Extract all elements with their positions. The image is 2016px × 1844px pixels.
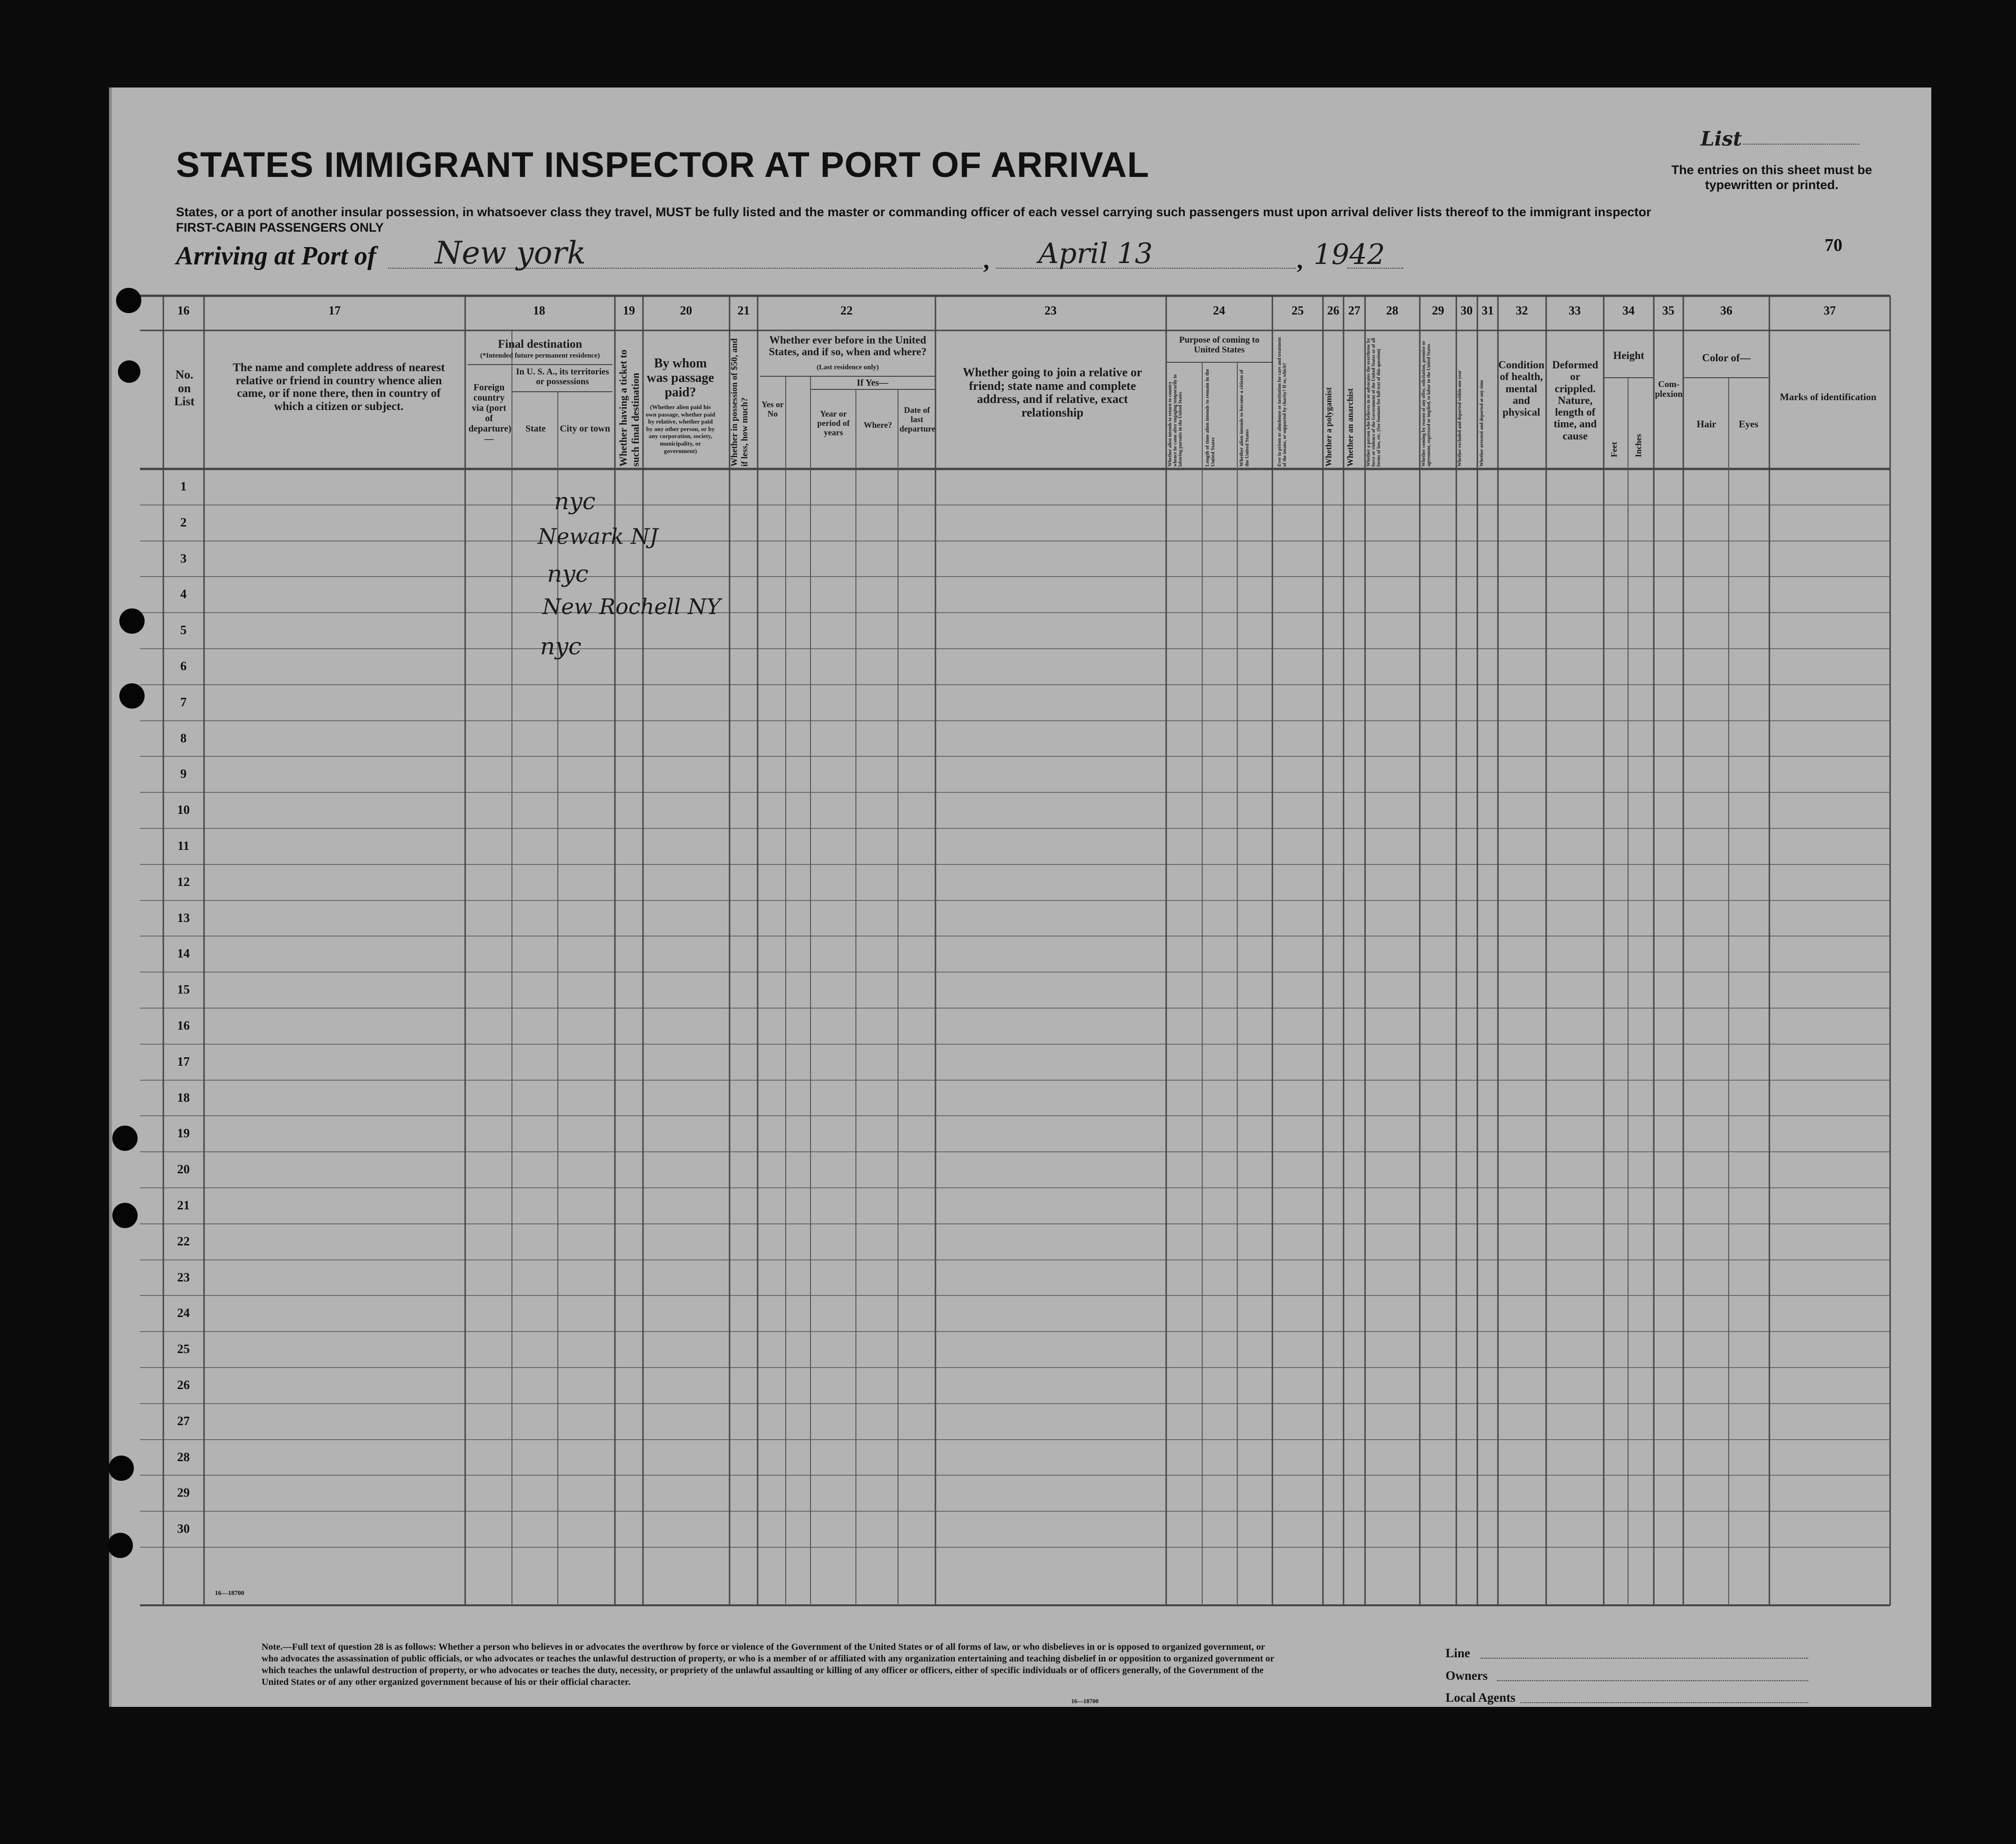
column-number: 26 [1327,304,1339,317]
header-marks: Marks of identification [1780,391,1877,402]
owners-label: Owners [1446,1668,1488,1683]
row-number: 19 [177,1126,190,1140]
column-number: 31 [1482,304,1494,317]
header-nearest-relative: The name and complete address of nearest relative or friend in country whence alien came, or if none there, then in country of which a citizen or subject. [233,361,445,413]
header-in-usa: In U. S. A., its territories or possessions [516,367,609,387]
column-number: 23 [1045,304,1057,317]
row-number: 4 [180,587,187,601]
header-deformed: Deformed or crippled. Nature, length of time, and cause [1552,359,1599,442]
header-overthrow: Whether a person who believes in or advocates the overthrow by force or violence of the Government of the United States or of all forms of law, etc. (See footnote for full text of this question) [1366,338,1381,467]
row-number: 27 [177,1414,190,1428]
row-number: 10 [177,803,190,817]
row-number: 12 [177,875,190,889]
column-number: 18 [533,304,545,317]
header-final-destination-sub: (*Intended future permanent residence) [480,352,600,359]
column-number: 21 [738,304,750,317]
list-label: List [1701,127,1742,150]
row-number: 22 [177,1234,190,1248]
form-number-right: 16—18700 [1071,1698,1099,1705]
agents-label: Local Agents [1446,1690,1516,1705]
header-color-of: Color of— [1702,352,1751,364]
line-signature-line [1481,1658,1808,1659]
owners-signature-line [1497,1680,1808,1681]
page-title: STATES IMMIGRANT INSPECTOR AT PORT OF ARRIVAL [176,145,1150,185]
header-fifty-dollars: Whether in possession of $50, and if less, how much? [730,338,750,467]
column-number: 29 [1432,304,1444,317]
header-polygamist: Whether a polygamist [1324,387,1333,467]
header-final-destination: Final destination [498,338,582,351]
row-number: 2 [180,515,187,529]
arriving-label: Arriving at Port of [176,241,376,271]
subtitle: States, or a port of another insular possession, in whatsoever class they travel, MUST be fully listed and the master or commanding officer of each vessel carrying such passengers must upon arrival deliver lists thereof to the immigrant inspector [176,205,1651,219]
city-entry-4: New Rochell NY [542,594,721,619]
column-number: 20 [680,304,692,317]
header-feet: Feet [1609,442,1619,457]
row-number: 7 [180,695,187,709]
header-yes-no: Yes or No [761,400,784,418]
form-number-left: 16—18700 [215,1590,244,1597]
header-city: City or town [560,424,610,434]
row-number: 5 [180,623,187,637]
footnote: Note.—Full text of question 28 is as follows: Whether a person who believes in or advocates the overthrow by force or violence of the Government of the United States or of all forms of law, or who disbelieves in or is opposed to organized government, or who advocates the assassination of public officials, or who advocates or teaches the unlawful destruction of property, or who is a member of or affiliated with any organization entertaining and teaching disbelief in or opposition to organized government or which teaches the unlawful destruction of property, or who advocates or teaches the duty, necessity, or propriety of the unlawful assaulting or killing of any officer or officers, either of specific individuals or of officers generally, of the Government of the United States or of any other organized government because of his or their official character. [262,1642,1274,1687]
column-number: 22 [840,304,853,317]
header-purpose-a: Whether alien intends to return to country whence he came after engaging temporarily in laboring pursuits in the United States [1168,374,1183,467]
binding-hole [116,288,141,313]
line-label: Line [1446,1646,1470,1660]
header-health: Condition of health, mental and physical [1498,359,1545,418]
row-number: 8 [180,731,187,745]
agents-signature-line [1520,1702,1808,1703]
header-ever-before: Whether ever before in the United States, and if so, when and where? [769,334,927,358]
row-number: 17 [177,1054,190,1068]
first-cabin-label: FIRST-CABIN PASSENGERS ONLY [176,220,384,234]
column-number: 35 [1662,304,1674,317]
header-where: Where? [863,420,892,430]
row-number: 30 [177,1522,190,1536]
row-number: 9 [180,767,187,781]
date-value: April 13 [1038,237,1153,270]
column-number: 25 [1292,304,1304,317]
header-eyes: Eyes [1738,418,1759,430]
row-number: 6 [180,659,187,673]
column-number: 19 [623,304,635,317]
comma: , [983,247,989,274]
header-last-residence: (Last residence only) [816,364,879,371]
header-complexion: Com-plexion [1655,380,1683,399]
row-number: 23 [177,1270,190,1284]
row-number: 20 [177,1162,190,1176]
column-number: 37 [1824,304,1836,317]
manifest-sheet [109,88,1931,1707]
column-number: 36 [1720,304,1732,317]
column-number: 16 [177,304,190,317]
comma: , [1297,247,1303,274]
column-number: 32 [1516,304,1528,317]
header-height: Height [1613,350,1644,361]
binding-hole [118,360,140,383]
header-labor-offer: Whether coming by reason of any offer, solicitation, promise or agreement, expressed or implied, to labor in the United States [1421,341,1432,467]
row-number: 28 [177,1450,190,1464]
binding-hole [119,608,145,634]
binding-hole [112,1126,138,1151]
header-no-on-list: No. on List [174,368,195,409]
column-number: 28 [1386,304,1398,317]
column-number: 34 [1622,304,1635,317]
row-number: 24 [177,1306,190,1320]
row-number: 3 [180,551,187,565]
city-entry-2: Newark NJ [538,524,658,549]
header-purpose-b: Length of time alien intends to remain in the United States [1205,369,1216,467]
row-number: 13 [177,911,190,925]
city-entry-1: nyc [554,488,596,515]
header-inches: Inches [1634,433,1643,457]
year-value: 1942 [1314,238,1385,271]
port-value: New york [435,235,586,271]
header-ticket: Whether having a ticket to such final destination [617,349,641,467]
header-prison: Ever in prison or almshouse or institution for care and treatment of the insane, or supported by charity? If so, which? [1277,337,1287,467]
row-number: 26 [177,1378,190,1392]
row-number: 14 [177,946,190,960]
row-number: 25 [177,1342,190,1356]
row-number: 29 [177,1485,190,1500]
row-number: 16 [177,1018,190,1032]
binding-hole [119,683,145,709]
row-number: 1 [180,479,187,493]
row-number: 15 [177,982,190,996]
header-deported: Whether arrested and deported at any time [1479,380,1484,467]
column-number: 27 [1348,304,1360,317]
table-grid [112,88,1931,1707]
header-anarchist: Whether an anarchist [1345,388,1355,467]
header-purpose: Purpose of coming to United States [1179,335,1260,355]
binding-hole [109,1456,134,1481]
binding-hole [112,1203,138,1228]
typewritten-note: The entries on this sheet must be typewritten or printed. [1671,163,1872,192]
header-if-yes: If Yes— [856,378,889,388]
column-number: 30 [1461,304,1473,317]
binding-hole [108,1533,133,1558]
header-foreign-country: Foreign country via (port of departure)— [468,382,511,444]
column-number: 17 [329,304,341,317]
header-last-departure: Date of last departure [899,405,935,433]
header-purpose-c: Whether alien intends to become a citizen of the United States [1239,369,1250,467]
page-number: 70 [1825,235,1842,255]
column-number: 33 [1569,304,1581,317]
row-number: 18 [177,1090,190,1105]
header-passage-paid: By whom was passage paid? [647,356,714,400]
header-passage-paid-sub: (Whether alien paid his own passage, whether paid by relative, whether paid by any other person, or by any corporation, society, municipality, or government) [645,403,716,454]
header-hair: Hair [1696,418,1717,430]
header-join-relative: Whether going to join a relative or friend; state name and complete address, and if relative, exact relationship [963,366,1142,419]
row-number: 11 [177,839,190,853]
city-entry-5: nyc [540,633,582,660]
column-number: 24 [1213,304,1225,317]
header-period: Year or period of years [817,409,850,437]
city-entry-3: nyc [547,560,589,587]
row-number: 21 [177,1198,190,1212]
header-state: State [525,424,546,434]
header-excluded: Whether excluded and deported within one year [1457,370,1462,467]
